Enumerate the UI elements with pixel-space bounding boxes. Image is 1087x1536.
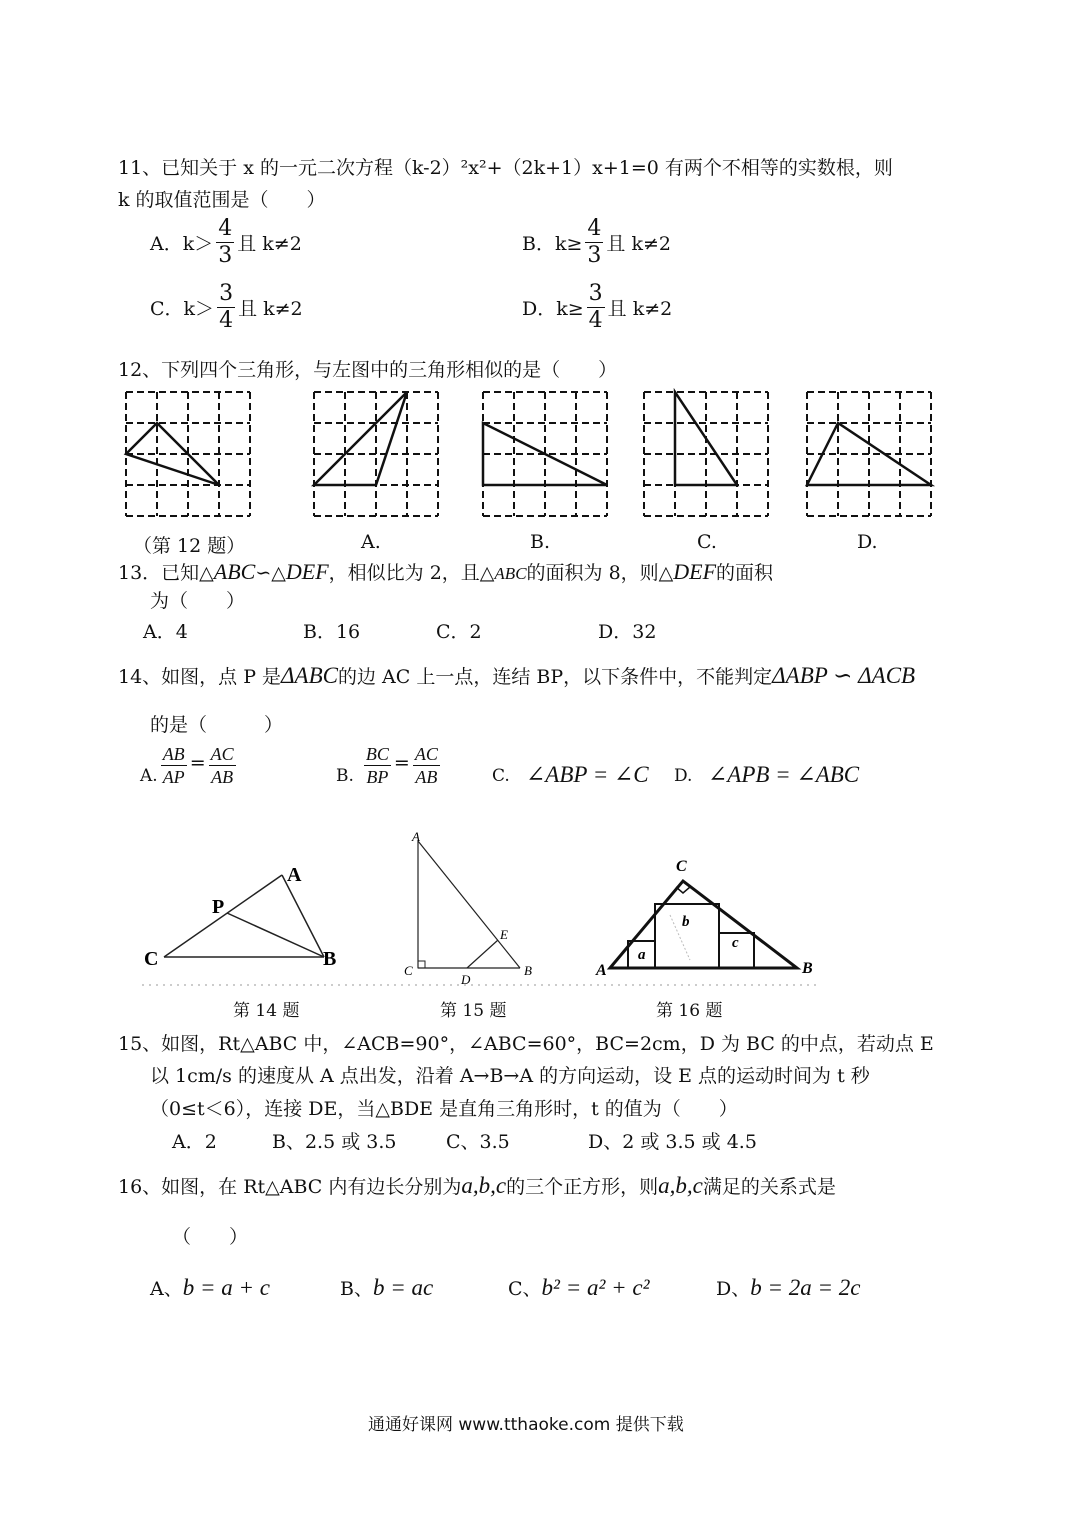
q13-option-a: A．4: [143, 621, 188, 643]
equals-sign: =: [393, 752, 410, 774]
option-label: A、: [150, 1278, 183, 1300]
q16-option-b: [340, 1274, 433, 1301]
q13-option-c: C．2: [436, 621, 482, 643]
figure-15: [404, 829, 532, 987]
q13-text: 13．已知△: [118, 562, 214, 584]
option-label: A.: [140, 766, 158, 786]
figure-14: [144, 864, 336, 970]
triangle-def: DEF: [673, 559, 717, 584]
denominator: 3: [587, 243, 602, 268]
q14-option-d-label: D.: [674, 766, 693, 786]
denominator: 4: [219, 308, 234, 333]
q14-option-b: [336, 745, 443, 786]
option-label: B.: [336, 766, 354, 786]
q13-text: ，相似比为 2，且△: [328, 562, 495, 584]
numerator: 3: [219, 281, 234, 306]
numerator: 3: [588, 281, 603, 306]
label-b: B: [802, 960, 813, 977]
denominator: 3: [218, 243, 233, 268]
q12-caption-c: C.: [697, 531, 717, 553]
label-d: D: [461, 972, 471, 987]
denominator: BP: [366, 767, 389, 787]
fraction: [161, 745, 187, 786]
similar-triangles: ΔABP ∽ ΔACB: [772, 663, 916, 688]
grid-b: [483, 392, 607, 516]
q14-text: 14、如图，点 P 是: [118, 666, 282, 688]
label-b-square: b: [682, 914, 690, 930]
denominator: AP: [162, 767, 185, 787]
option-label: A．k＞: [150, 233, 214, 255]
caption-15: 第 15 题: [440, 1001, 507, 1021]
q11-option-d: [522, 283, 672, 332]
option-tail: 且 k≠2: [607, 298, 673, 320]
label-a-square: a: [638, 947, 646, 963]
q14-text: 的边 AC 上一点，连结 BP，以下条件中，不能判定: [338, 666, 773, 688]
q11-option-b: [522, 218, 671, 267]
q11-option-a: [150, 218, 302, 267]
triangle-abc: ΔABC: [281, 663, 338, 688]
figure-16: [595, 858, 813, 979]
numerator: 4: [587, 216, 602, 241]
q12-grids: [120, 388, 940, 524]
fraction: [585, 218, 603, 267]
q16-text: 满足的关系式是: [702, 1176, 836, 1198]
q13-text: 的面积为 8，则△: [526, 562, 674, 584]
variables: a,b,c: [658, 1173, 703, 1198]
option-expr: b² = a² + c²: [541, 1275, 650, 1300]
grid-c: [644, 392, 768, 516]
option-expr: b = 2a = 2c: [750, 1275, 861, 1300]
variables: a,b,c: [461, 1173, 507, 1198]
q14-line2: 的是（ ）: [150, 714, 284, 736]
numerator: AC: [414, 744, 438, 764]
figures-row: [130, 825, 830, 995]
label-a: A: [412, 829, 420, 844]
label-a: A: [287, 864, 302, 886]
label-c: C: [144, 948, 159, 970]
fraction: [413, 745, 440, 786]
q16-text: 的三个正方形，则: [506, 1176, 659, 1198]
q14-option-a: [140, 745, 239, 786]
q13-text: △: [271, 562, 286, 584]
numerator: AB: [162, 744, 185, 764]
option-label: D．k≥: [522, 298, 584, 320]
numerator: AC: [210, 744, 234, 764]
triangle-abc: ABC: [213, 559, 256, 584]
q12-caption-a: A.: [361, 531, 381, 553]
option-label: D、: [716, 1278, 751, 1300]
label-e: E: [500, 927, 508, 942]
q11-line2: k 的取值范围是（ ）: [118, 189, 326, 211]
q13-line1: [118, 558, 773, 585]
label-b: B: [524, 963, 532, 978]
q11-line1: 11、已知关于 x 的一元二次方程（k-2）²x²+（2k+1）x+1=0 有两个不相等的实数根，则: [118, 157, 893, 179]
q12-caption-original: （第 12 题）: [133, 535, 246, 557]
caption-16: 第 16 题: [656, 1001, 723, 1021]
label-a: A: [596, 962, 607, 979]
option-tail: 且 k≠2: [606, 233, 671, 255]
footer: 通通好课网 www.tthaoke.com 提供下载: [368, 1415, 684, 1435]
option-expr: b = ac: [372, 1275, 434, 1300]
q15-line2: 以 1cm/s 的速度从 A 点出发，沿着 A→B→A 的方向运动，设 E 点的运动时间为 t 秒: [150, 1065, 870, 1087]
q12-caption-d: D.: [857, 531, 878, 553]
grid-d: [807, 392, 931, 516]
q14-option-c-label: C.: [492, 766, 510, 786]
fraction: [209, 745, 236, 786]
q13-option-d: D．32: [598, 621, 657, 643]
fraction: [217, 283, 235, 332]
q13-line2: 为（ ）: [150, 590, 246, 612]
option-tail: 且 k≠2: [238, 298, 303, 320]
option-label: C、: [508, 1278, 542, 1300]
q15-line1: 15、如图，Rt△ABC 中，∠ACB=90°，∠ABC=60°，BC=2cm，D 为 BC 的中点，若动点 E: [118, 1033, 934, 1055]
triangle-abc: ABC: [494, 564, 527, 583]
q16-option-d: [716, 1274, 860, 1301]
caption-14: 第 14 题: [233, 1001, 300, 1021]
q11-option-c: [150, 283, 303, 332]
q14-line1: [118, 662, 915, 689]
numerator: 4: [218, 216, 233, 241]
option-label: B．k≥: [522, 233, 583, 255]
q13-text: 的面积: [716, 562, 774, 584]
label-c: C: [676, 858, 687, 875]
q15-option-a: A．2: [172, 1131, 217, 1153]
grid-a: [314, 392, 438, 516]
q14-option-c: ∠ABP = ∠C: [526, 762, 649, 787]
label-p: P: [212, 896, 225, 918]
triangle-def: DEF: [285, 559, 329, 584]
option-label: C．k＞: [150, 298, 215, 320]
q12-caption-b: B.: [530, 531, 551, 553]
similar-symbol: ∽: [255, 562, 272, 584]
equals-sign: =: [189, 752, 206, 774]
q16-text: 16、如图，在 Rt△ABC 内有边长分别为: [118, 1176, 462, 1198]
q16-option-a: [150, 1274, 270, 1301]
fraction: [364, 745, 391, 786]
label-c: C: [404, 963, 413, 978]
option-label: B、: [340, 1278, 373, 1300]
q16-option-c: [508, 1274, 649, 1301]
fraction: [587, 283, 605, 332]
option-expr: b = a + c: [182, 1275, 270, 1300]
grid-original: [126, 392, 250, 516]
q15-option-c: C、3.5: [446, 1131, 510, 1153]
numerator: BC: [365, 744, 389, 764]
q16-line1: [118, 1172, 836, 1199]
label-c-square: c: [732, 935, 739, 951]
q15-option-b: B、2.5 或 3.5: [272, 1131, 397, 1153]
q15-option-d: D、2 或 3.5 或 4.5: [588, 1131, 757, 1153]
q16-line2: （ ）: [172, 1226, 249, 1248]
q13-option-b: B．16: [303, 621, 361, 643]
option-tail: 且 k≠2: [237, 233, 302, 255]
label-b: B: [323, 948, 337, 970]
q14-option-d: ∠APB = ∠ABC: [708, 762, 860, 787]
fraction: [216, 218, 234, 267]
q15-line3: （0≤t＜6），连接 DE，当△BDE 是直角三角形时，t 的值为（ ）: [150, 1098, 738, 1120]
q12-stem: 12、下列四个三角形，与左图中的三角形相似的是（ ）: [118, 359, 618, 381]
denominator: 4: [588, 308, 603, 333]
denominator: AB: [211, 767, 234, 787]
denominator: AB: [415, 767, 438, 787]
